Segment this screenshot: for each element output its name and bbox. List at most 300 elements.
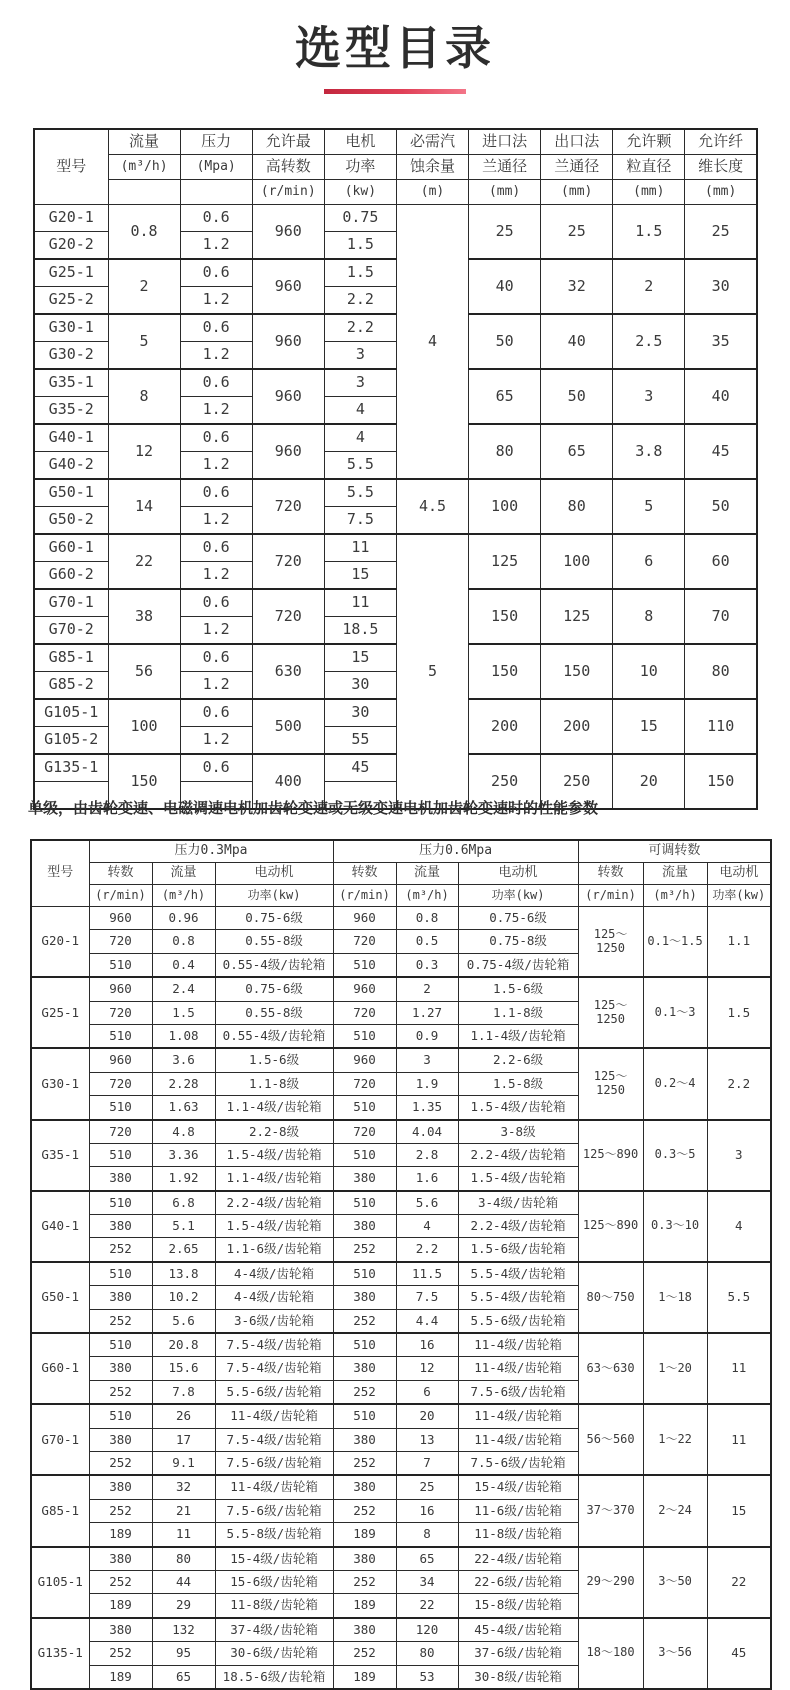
adjustable-flow-cell: 1～​20 [643, 1333, 707, 1404]
column-header-unit [108, 180, 180, 205]
column-header-line1: 必需汽 [396, 129, 468, 155]
motor-power-cell: 15 [324, 562, 396, 590]
adjustable-speed-cell: 125～​1250 [578, 907, 643, 978]
flow-cell: 0.3 [396, 953, 458, 977]
flow-cell: 150 [108, 754, 180, 809]
motor-cell: 0.75-6级 [215, 907, 333, 930]
max-speed-cell: 720 [252, 534, 324, 589]
adjustable-speed-cell: 63～​630 [578, 1333, 643, 1404]
motor-power-cell: 2.2 [324, 314, 396, 342]
speed-cell: 510 [89, 1143, 152, 1166]
adjustable-speed-cell: 125～​890 [578, 1120, 643, 1191]
pressure-cell: 1.2 [180, 342, 252, 370]
flow-cell: 100 [108, 699, 180, 754]
flow-cell: 5.1 [152, 1215, 215, 1238]
speed-cell: 380 [333, 1475, 396, 1499]
inlet-flange-cell: 150 [469, 589, 541, 644]
particle-diameter-cell: 6 [613, 534, 685, 589]
flow-cell: 2.4 [152, 977, 215, 1001]
motor-cell: 7.5-4级/齿轮箱 [215, 1357, 333, 1380]
speed-cell: 380 [333, 1428, 396, 1451]
motor-cell: 1.1-4级/齿轮箱 [458, 1024, 578, 1048]
flow-cell: 6 [396, 1380, 458, 1404]
outlet-flange-cell: 200 [541, 699, 613, 754]
particle-diameter-cell: 15 [613, 699, 685, 754]
motor-power-cell: 30 [324, 699, 396, 727]
motor-cell: 4-4级/齿轮箱 [215, 1286, 333, 1309]
motor-cell: 11-4级/齿轮箱 [215, 1404, 333, 1428]
adjustable-motor-cell: 45 [707, 1618, 771, 1689]
speed-cell: 720 [333, 930, 396, 953]
flow-cell: 1.92 [152, 1167, 215, 1191]
model-cell: G30-1 [34, 314, 108, 342]
particle-diameter-cell: 2 [613, 259, 685, 314]
pressure-cell: 1.2 [180, 672, 252, 700]
particle-diameter-cell: 10 [613, 644, 685, 699]
motor-power-cell: 3 [324, 369, 396, 397]
motor-cell: 11-4级/齿轮箱 [458, 1428, 578, 1451]
motor-header: 电动机 [215, 863, 333, 885]
motor-cell: 15-4级/齿轮箱 [215, 1547, 333, 1571]
column-header-line1: 压力 [180, 129, 252, 155]
adjustable-speed-cell: 125～​1250 [578, 1048, 643, 1119]
column-header-unit: (kw) [324, 180, 396, 205]
flow-cell: 5.6 [152, 1309, 215, 1333]
motor-power-cell: 4 [324, 397, 396, 425]
fiber-length-cell: 40 [685, 369, 757, 424]
flow-cell: 6.8 [152, 1191, 215, 1215]
motor-cell: 1.1-4级/齿轮箱 [215, 1096, 333, 1120]
speed-cell: 252 [89, 1309, 152, 1333]
model-cell: G60-2 [34, 562, 108, 590]
flow-cell: 8 [108, 369, 180, 424]
pressure-cell: 0.6 [180, 369, 252, 397]
flow-cell: 4.4 [396, 1309, 458, 1333]
flow-cell: 13.8 [152, 1262, 215, 1286]
motor-cell: 18.5-6级/齿轮箱 [215, 1665, 333, 1689]
speed-unit: (r/min) [333, 885, 396, 907]
model-cell: G70-1 [34, 589, 108, 617]
column-header-line2: 兰通径 [541, 155, 613, 180]
adjustable-flow-cell: 3～​56 [643, 1618, 707, 1689]
adjustable-speed-cell: 18～​180 [578, 1618, 643, 1689]
flow-cell: 0.8 [396, 907, 458, 930]
model-cell: G85-1 [31, 1475, 89, 1546]
flow-cell: 11 [152, 1523, 215, 1547]
speed-cell: 380 [89, 1357, 152, 1380]
speed-unit: (r/min) [578, 885, 643, 907]
flow-cell: 29 [152, 1594, 215, 1618]
adjustable-flow-cell: 1～​18 [643, 1262, 707, 1333]
pressure-cell: 1.2 [180, 452, 252, 480]
column-header-unit: (mm) [469, 180, 541, 205]
motor-power-cell: 0.75 [324, 205, 396, 232]
motor-power-cell: 3 [324, 342, 396, 370]
inlet-flange-cell: 50 [469, 314, 541, 369]
motor-cell: 2.2-4级/齿轮箱 [215, 1191, 333, 1215]
speed-unit: (r/min) [89, 885, 152, 907]
flow-cell: 11.5 [396, 1262, 458, 1286]
speed-cell: 380 [89, 1547, 152, 1571]
column-header-unit: (mm) [685, 180, 757, 205]
speed-cell: 189 [333, 1523, 396, 1547]
speed-cell: 960 [89, 977, 152, 1001]
motor-unit: 功率(kw) [215, 885, 333, 907]
pressure-cell: 1.2 [180, 232, 252, 260]
column-header-unit: (r/min) [252, 180, 324, 205]
motor-cell: 0.75-6级 [458, 907, 578, 930]
flow-cell: 65 [152, 1665, 215, 1689]
model-cell: G25-1 [31, 977, 89, 1048]
fiber-length-cell: 80 [685, 644, 757, 699]
flow-cell: 7.5 [396, 1286, 458, 1309]
flow-cell: 2.2 [396, 1238, 458, 1262]
performance-table-header [31, 840, 771, 907]
model-column-header: 型号 [31, 840, 89, 907]
speed-cell: 510 [333, 1191, 396, 1215]
speed-cell: 720 [89, 1072, 152, 1095]
motor-cell: 37-6级/齿轮箱 [458, 1642, 578, 1665]
flow-cell: 0.5 [396, 930, 458, 953]
speed-cell: 510 [89, 1096, 152, 1120]
flow-cell: 3.36 [152, 1143, 215, 1166]
flow-cell: 1.6 [396, 1167, 458, 1191]
speed-cell: 252 [333, 1499, 396, 1522]
motor-cell: 2.2-4级/齿轮箱 [458, 1143, 578, 1166]
flow-cell: 120 [396, 1618, 458, 1642]
motor-cell: 5.5-4级/齿轮箱 [458, 1286, 578, 1309]
motor-cell: 7.5-6级/齿轮箱 [458, 1451, 578, 1475]
speed-cell: 510 [333, 953, 396, 977]
flow-unit: (m³/h) [643, 885, 707, 907]
performance-table-body [31, 907, 771, 1689]
adjustable-flow-cell: 2～​24 [643, 1475, 707, 1546]
speed-header: 转数 [333, 863, 396, 885]
motor-power-cell: 30 [324, 672, 396, 700]
column-header-line1: 允许最 [252, 129, 324, 155]
adjustable-motor-cell: 1.5 [707, 977, 771, 1048]
column-header-line1: 出口法 [541, 129, 613, 155]
flow-unit: (m³/h) [152, 885, 215, 907]
motor-cell: 2.2-6级 [458, 1048, 578, 1072]
pressure-cell: 1.2 [180, 507, 252, 535]
motor-cell: 30-8级/齿轮箱 [458, 1665, 578, 1689]
speed-cell: 380 [89, 1286, 152, 1309]
speed-cell: 252 [89, 1238, 152, 1262]
speed-cell: 252 [89, 1499, 152, 1522]
motor-cell: 30-6级/齿轮箱 [215, 1642, 333, 1665]
max-speed-cell: 400 [252, 754, 324, 809]
max-speed-cell: 960 [252, 369, 324, 424]
npsh-cell: 4 [396, 205, 468, 480]
motor-cell: 7.5-6级/齿轮箱 [458, 1380, 578, 1404]
motor-cell: 15-6级/齿轮箱 [215, 1570, 333, 1593]
flow-cell: 2.65 [152, 1238, 215, 1262]
max-speed-cell: 500 [252, 699, 324, 754]
pressure-cell: 0.6 [180, 699, 252, 727]
flow-cell: 1.63 [152, 1096, 215, 1120]
motor-cell: 3-4级/齿轮箱 [458, 1191, 578, 1215]
column-header-unit [180, 180, 252, 205]
speed-cell: 380 [333, 1167, 396, 1191]
speed-cell: 510 [89, 953, 152, 977]
motor-cell: 7.5-4级/齿轮箱 [215, 1333, 333, 1357]
flow-cell: 13 [396, 1428, 458, 1451]
motor-power-cell: 1.5 [324, 232, 396, 260]
pressure-cell: 1.2 [180, 727, 252, 755]
speed-cell: 510 [333, 1404, 396, 1428]
column-header-line2: 粒直径 [613, 155, 685, 180]
motor-header: 电动机 [458, 863, 578, 885]
adjustable-speed-cell: 37～​370 [578, 1475, 643, 1546]
motor-cell: 15-4级/齿轮箱 [458, 1475, 578, 1499]
speed-cell: 252 [89, 1570, 152, 1593]
model-cell: G20-2 [34, 232, 108, 260]
flow-cell: 5 [108, 314, 180, 369]
adjustable-motor-cell: 2.2 [707, 1048, 771, 1119]
outlet-flange-cell: 32 [541, 259, 613, 314]
motor-power-cell: 45 [324, 754, 396, 782]
speed-cell: 960 [89, 907, 152, 930]
model-cell: G50-2 [34, 507, 108, 535]
motor-cell: 0.55-4级/齿轮箱 [215, 953, 333, 977]
max-speed-cell: 720 [252, 479, 324, 534]
speed-header: 转数 [578, 863, 643, 885]
flow-cell: 4.8 [152, 1120, 215, 1144]
motor-cell: 11-4级/齿轮箱 [458, 1333, 578, 1357]
speed-cell: 252 [89, 1380, 152, 1404]
inlet-flange-cell: 150 [469, 644, 541, 699]
speed-cell: 510 [333, 1024, 396, 1048]
flow-cell: 80 [152, 1547, 215, 1571]
motor-cell: 11-8级/齿轮箱 [458, 1523, 578, 1547]
motor-cell: 11-8级/齿轮箱 [215, 1594, 333, 1618]
motor-cell: 1.1-4级/齿轮箱 [215, 1167, 333, 1191]
inlet-flange-cell: 125 [469, 534, 541, 589]
speed-cell: 510 [89, 1333, 152, 1357]
particle-diameter-cell: 1.5 [613, 205, 685, 260]
motor-cell: 7.5-6级/齿轮箱 [215, 1451, 333, 1475]
speed-cell: 720 [89, 1120, 152, 1144]
flow-cell: 8 [396, 1523, 458, 1547]
speed-cell: 960 [333, 907, 396, 930]
motor-cell: 1.5-4级/齿轮箱 [458, 1167, 578, 1191]
speed-cell: 720 [333, 1072, 396, 1095]
adjustable-speed-cell: 125～​1250 [578, 977, 643, 1048]
motor-cell: 5.5-4级/齿轮箱 [458, 1262, 578, 1286]
column-header-line1: 允许纤 [685, 129, 757, 155]
inlet-flange-cell: 200 [469, 699, 541, 754]
section-header-2: 可调转数 [578, 840, 771, 863]
motor-cell: 15-8级/齿轮箱 [458, 1594, 578, 1618]
flow-cell: 5.6 [396, 1191, 458, 1215]
inlet-flange-cell: 250 [469, 754, 541, 809]
speed-cell: 380 [89, 1167, 152, 1191]
model-cell: G25-2 [34, 287, 108, 315]
motor-cell: 1.5-6级 [215, 1048, 333, 1072]
flow-cell: 20.8 [152, 1333, 215, 1357]
flow-cell: 14 [108, 479, 180, 534]
outlet-flange-cell: 250 [541, 754, 613, 809]
inlet-flange-cell: 65 [469, 369, 541, 424]
model-cell: G30-1 [31, 1048, 89, 1119]
flow-cell: 17 [152, 1428, 215, 1451]
flow-cell: 53 [396, 1665, 458, 1689]
fiber-length-cell: 70 [685, 589, 757, 644]
motor-cell: 3-8级 [458, 1120, 578, 1144]
pressure-cell: 1.2 [180, 562, 252, 590]
motor-unit: 功率(kw) [707, 885, 771, 907]
flow-cell: 26 [152, 1404, 215, 1428]
max-speed-cell: 960 [252, 424, 324, 479]
model-cell: G135-1 [31, 1618, 89, 1689]
flow-cell: 0.8 [152, 930, 215, 953]
adjustable-flow-cell: 3～​50 [643, 1547, 707, 1618]
particle-diameter-cell: 3.8 [613, 424, 685, 479]
motor-cell: 3-6级/齿轮箱 [215, 1309, 333, 1333]
motor-power-cell: 11 [324, 534, 396, 562]
model-cell: G35-1 [34, 369, 108, 397]
npsh-cell: 4.5 [396, 479, 468, 534]
motor-cell: 22-4级/齿轮箱 [458, 1547, 578, 1571]
max-speed-cell: 960 [252, 314, 324, 369]
motor-cell: 0.55-8级 [215, 930, 333, 953]
max-speed-cell: 720 [252, 589, 324, 644]
adjustable-motor-cell: 1.1 [707, 907, 771, 978]
flow-cell: 34 [396, 1570, 458, 1593]
motor-power-cell: 4 [324, 424, 396, 452]
flow-cell: 2.8 [396, 1143, 458, 1166]
model-cell: G40-2 [34, 452, 108, 480]
speed-cell: 510 [333, 1333, 396, 1357]
flow-cell: 56 [108, 644, 180, 699]
motor-power-cell: 11 [324, 589, 396, 617]
adjustable-motor-cell: 5.5 [707, 1262, 771, 1333]
speed-cell: 960 [333, 977, 396, 1001]
motor-power-cell: 18.5 [324, 617, 396, 645]
model-cell: G135-1 [34, 754, 108, 782]
max-speed-cell: 630 [252, 644, 324, 699]
motor-cell: 1.5-8级 [458, 1072, 578, 1095]
motor-power-cell: 5.5 [324, 479, 396, 507]
motor-cell: 0.75-8级 [458, 930, 578, 953]
adjustable-motor-cell: 15 [707, 1475, 771, 1546]
speed-cell: 252 [333, 1380, 396, 1404]
model-cell: G30-2 [34, 342, 108, 370]
speed-cell: 380 [89, 1215, 152, 1238]
flow-cell: 32 [152, 1475, 215, 1499]
adjustable-motor-cell: 11 [707, 1404, 771, 1475]
outlet-flange-cell: 40 [541, 314, 613, 369]
motor-cell: 5.5-6级/齿轮箱 [458, 1309, 578, 1333]
pressure-cell: 0.6 [180, 589, 252, 617]
motor-cell: 5.5-6级/齿轮箱 [215, 1380, 333, 1404]
catalog-table [33, 128, 758, 810]
performance-note: 单级，由齿轮变速、电磁调速电机加齿轮变速或无级变速电机加齿轮变速时的性能参数 [28, 799, 599, 817]
motor-cell: 45-4级/齿轮箱 [458, 1618, 578, 1642]
motor-cell: 11-4级/齿轮箱 [458, 1404, 578, 1428]
speed-header: 转数 [89, 863, 152, 885]
speed-cell: 380 [333, 1547, 396, 1571]
speed-cell: 960 [89, 1048, 152, 1072]
particle-diameter-cell: 3 [613, 369, 685, 424]
speed-cell: 380 [333, 1286, 396, 1309]
flow-cell: 0.9 [396, 1024, 458, 1048]
outlet-flange-cell: 65 [541, 424, 613, 479]
model-cell: G105-1 [31, 1547, 89, 1618]
speed-cell: 189 [89, 1665, 152, 1689]
speed-cell: 720 [333, 1120, 396, 1144]
column-header-line1: 进口法 [469, 129, 541, 155]
pressure-cell: 0.6 [180, 314, 252, 342]
model-cell: G40-1 [31, 1191, 89, 1262]
adjustable-speed-cell: 29～​290 [578, 1547, 643, 1618]
motor-cell: 37-4级/齿轮箱 [215, 1618, 333, 1642]
column-header-unit: (m) [396, 180, 468, 205]
speed-cell: 380 [333, 1215, 396, 1238]
flow-cell: 12 [108, 424, 180, 479]
speed-cell: 510 [89, 1024, 152, 1048]
motor-cell: 1.5-4级/齿轮箱 [215, 1215, 333, 1238]
flow-cell: 3 [396, 1048, 458, 1072]
fiber-length-cell: 25 [685, 205, 757, 260]
max-speed-cell: 960 [252, 205, 324, 260]
column-header-line1: 允许颗 [613, 129, 685, 155]
adjustable-speed-cell: 80～​750 [578, 1262, 643, 1333]
particle-diameter-cell: 2.5 [613, 314, 685, 369]
inlet-flange-cell: 25 [469, 205, 541, 260]
flow-cell: 1.5 [152, 1001, 215, 1024]
flow-header: 流量 [396, 863, 458, 885]
flow-cell: 38 [108, 589, 180, 644]
model-cell: G35-1 [31, 1120, 89, 1191]
flow-cell: 7 [396, 1451, 458, 1475]
fiber-length-cell: 110 [685, 699, 757, 754]
model-cell: G25-1 [34, 259, 108, 287]
flow-cell: 1.35 [396, 1096, 458, 1120]
motor-power-cell: 5.5 [324, 452, 396, 480]
pressure-cell: 1.2 [180, 397, 252, 425]
motor-cell: 11-4级/齿轮箱 [458, 1357, 578, 1380]
speed-cell: 510 [333, 1096, 396, 1120]
speed-cell: 380 [333, 1618, 396, 1642]
motor-cell: 1.5-4级/齿轮箱 [458, 1096, 578, 1120]
npsh-cell: 5 [396, 534, 468, 809]
fiber-length-cell: 30 [685, 259, 757, 314]
speed-cell: 510 [89, 1262, 152, 1286]
column-header-line1: 电机 [324, 129, 396, 155]
model-cell: G20-1 [34, 205, 108, 232]
speed-cell: 189 [89, 1594, 152, 1618]
adjustable-motor-cell: 22 [707, 1547, 771, 1618]
motor-cell: 0.55-8级 [215, 1001, 333, 1024]
speed-cell: 720 [333, 1001, 396, 1024]
flow-cell: 12 [396, 1357, 458, 1380]
flow-cell: 4 [396, 1215, 458, 1238]
speed-cell: 380 [89, 1618, 152, 1642]
speed-cell: 720 [89, 1001, 152, 1024]
adjustable-flow-cell: 0.2～​4 [643, 1048, 707, 1119]
motor-cell: 11-4级/齿轮箱 [215, 1475, 333, 1499]
pressure-cell: 0.6 [180, 644, 252, 672]
column-header-unit: (mm) [613, 180, 685, 205]
speed-cell: 380 [89, 1475, 152, 1499]
speed-cell: 189 [333, 1665, 396, 1689]
motor-cell: 1.1-8级 [458, 1001, 578, 1024]
outlet-flange-cell: 125 [541, 589, 613, 644]
model-cell: G105-1 [34, 699, 108, 727]
flow-cell: 1.9 [396, 1072, 458, 1095]
